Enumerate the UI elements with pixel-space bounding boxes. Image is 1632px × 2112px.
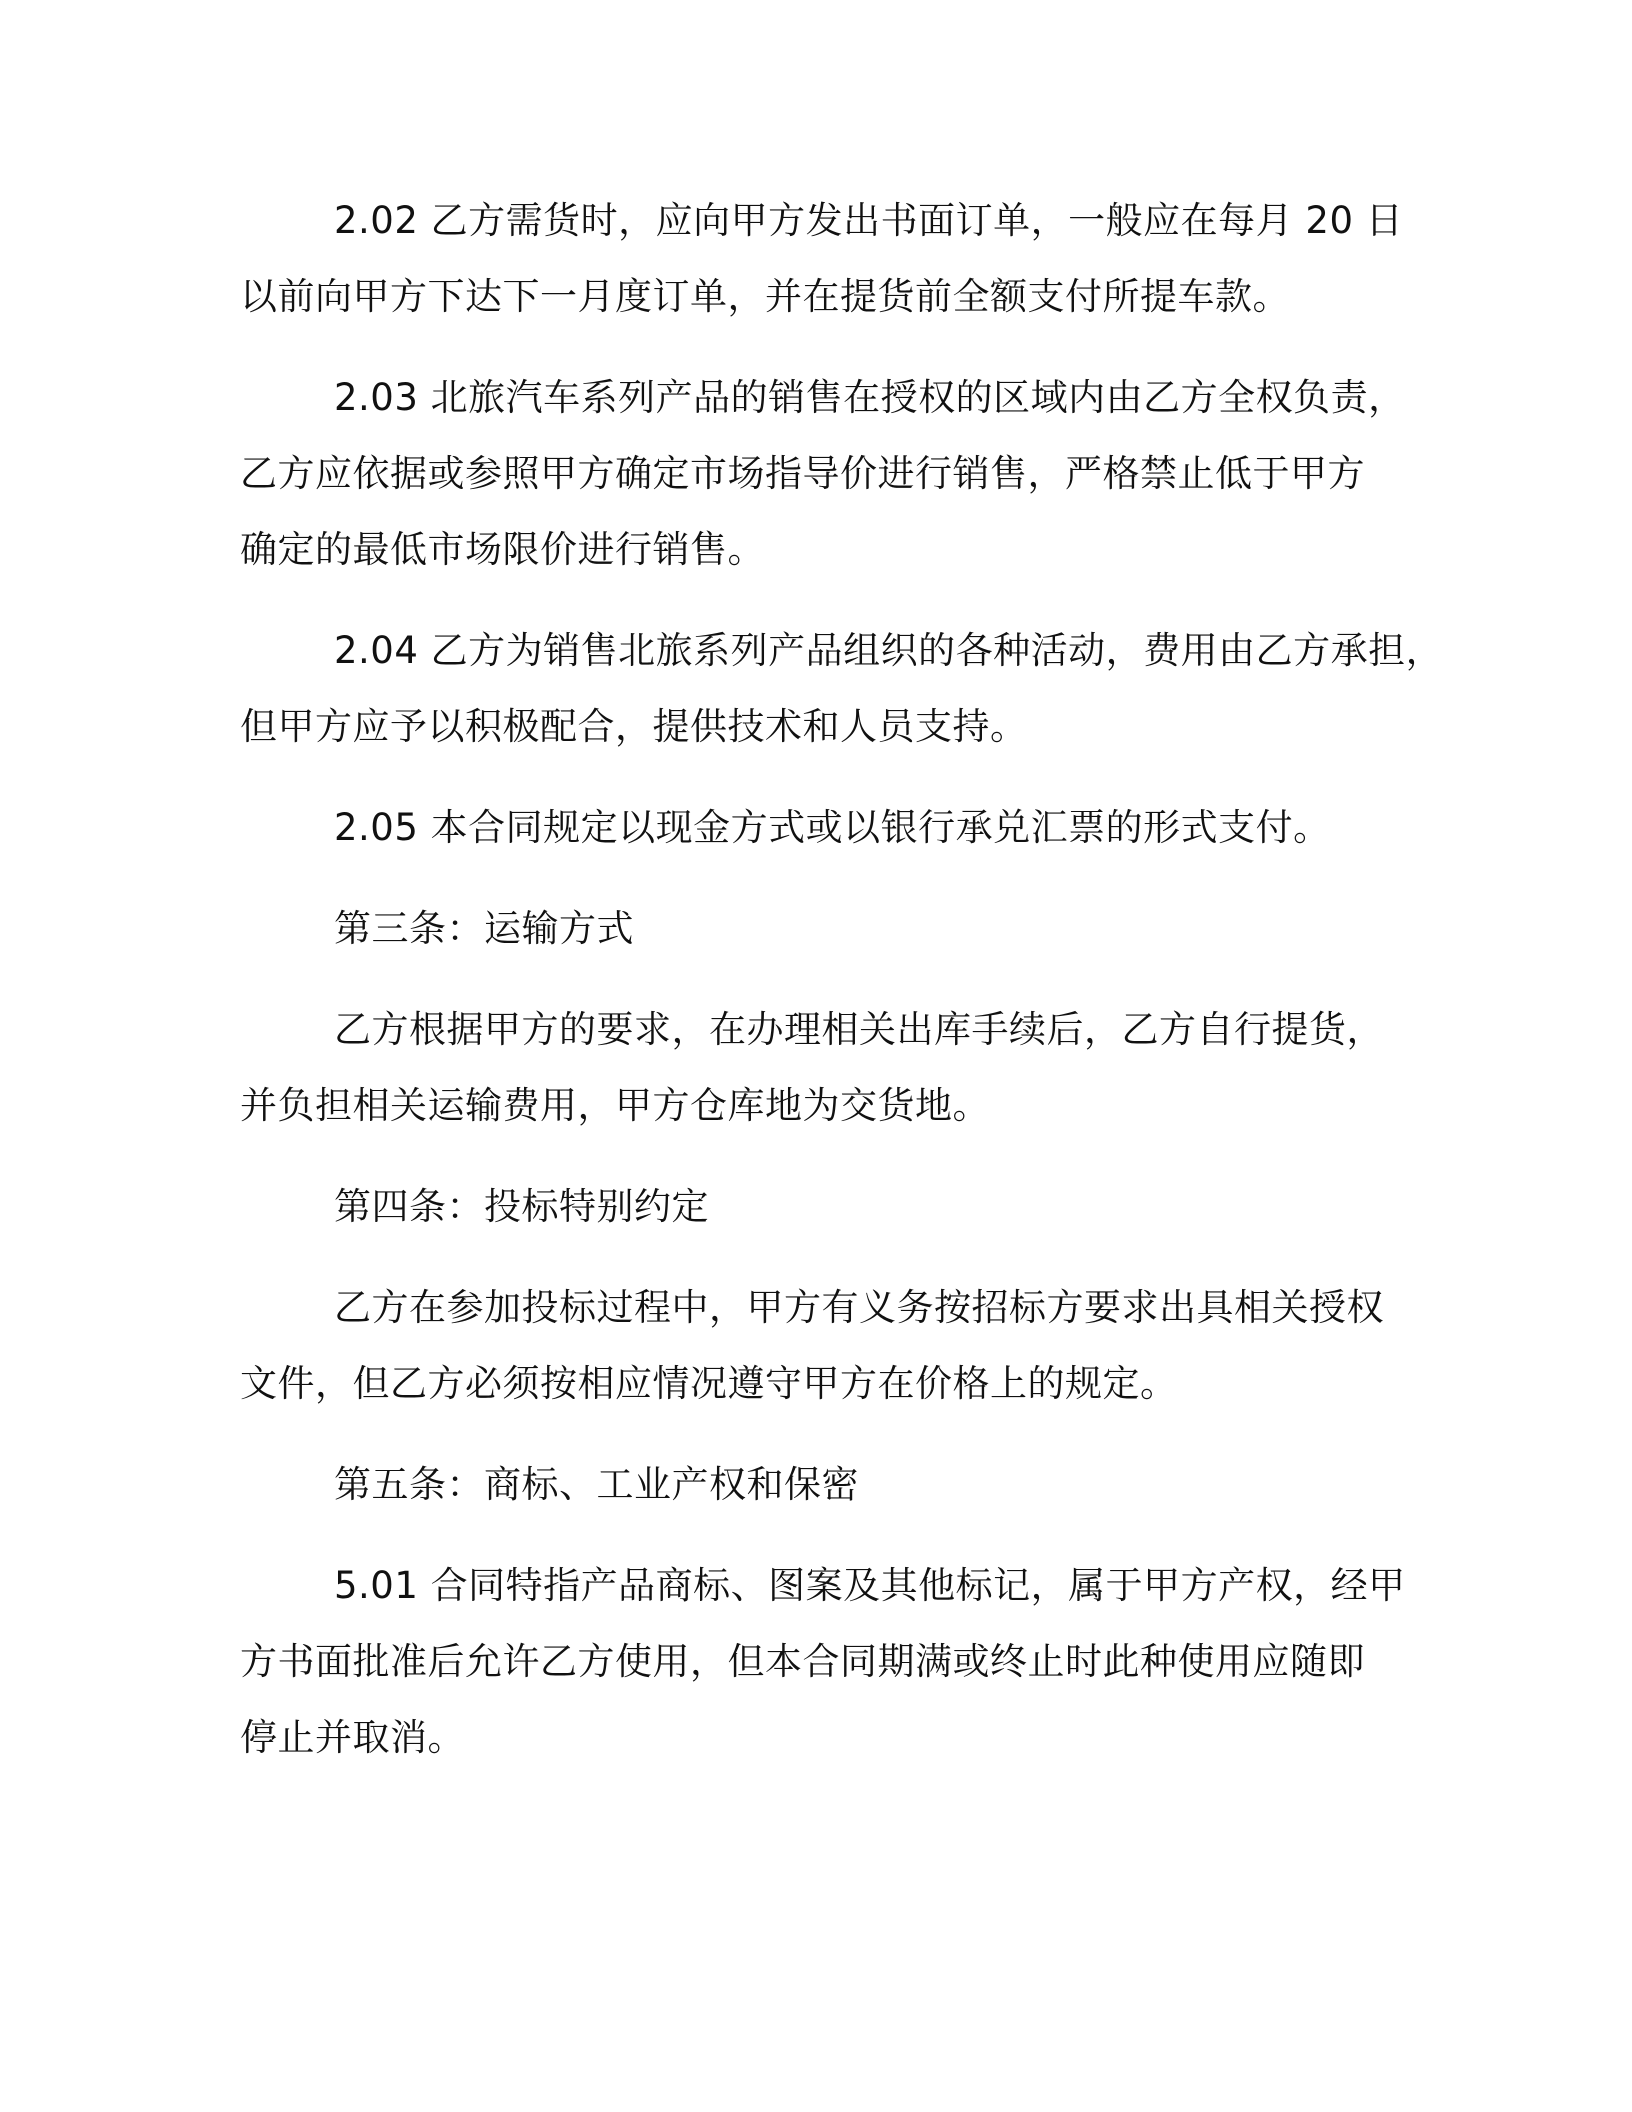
paragraph-line: 5.01 合同特指产品商标、图案及其他标记，属于甲方产权，经甲	[334, 1564, 1406, 1607]
paragraph-2-04	[240, 613, 1444, 765]
article-5-heading: 第五条：商标、工业产权和保密	[334, 1463, 859, 1506]
paragraph-line: 但甲方应予以积极配合，提供技术和人员支持。	[240, 705, 1028, 748]
paragraph-line: 文件，但乙方必须按相应情况遵守甲方在价格上的规定。	[240, 1362, 1178, 1405]
paragraph-2-03	[240, 360, 1410, 588]
paragraph-article-3	[240, 992, 1410, 1144]
article-3-heading: 第三条：运输方式	[334, 907, 634, 950]
paragraph-line: 乙方根据甲方的要求，在办理相关出库手续后，乙方自行提货，	[334, 1008, 1384, 1051]
article-4-heading: 第四条：投标特别约定	[334, 1185, 709, 1228]
paragraph-line: 停止并取消。	[240, 1716, 465, 1759]
paragraph-line: 方书面批准后允许乙方使用，但本合同期满或终止时此种使用应随即	[240, 1640, 1365, 1683]
paragraph-line: 确定的最低市场限价进行销售。	[240, 528, 765, 571]
paragraph-5-01	[240, 1548, 1410, 1776]
paragraph-line: 乙方应依据或参照甲方确定市场指导价进行销售，严格禁止低于甲方	[240, 452, 1365, 495]
paragraph-2-05	[240, 790, 1410, 866]
paragraph-line: 并负担相关运输费用，甲方仓库地为交货地。	[240, 1084, 990, 1127]
paragraph-line: 乙方在参加投标过程中，甲方有义务按招标方要求出具相关授权	[334, 1286, 1384, 1329]
document-body	[240, 183, 1444, 1801]
paragraph-line: 2.05 本合同规定以现金方式或以银行承兑汇票的形式支付。	[334, 806, 1331, 849]
paragraph-line: 2.03 北旅汽车系列产品的销售在授权的区域内由乙方全权负责，	[334, 376, 1406, 419]
paragraph-line: 以前向甲方下达下一月度订单，并在提货前全额支付所提车款。	[240, 275, 1290, 318]
paragraph-line: 2.02 乙方需货时，应向甲方发出书面订单，一般应在每月 20 日	[334, 199, 1404, 242]
paragraph-line: 2.04 乙方为销售北旅系列产品组织的各种活动，费用由乙方承担，	[334, 629, 1444, 672]
paragraph-article-4	[240, 1270, 1410, 1422]
paragraph-2-02	[240, 183, 1410, 335]
